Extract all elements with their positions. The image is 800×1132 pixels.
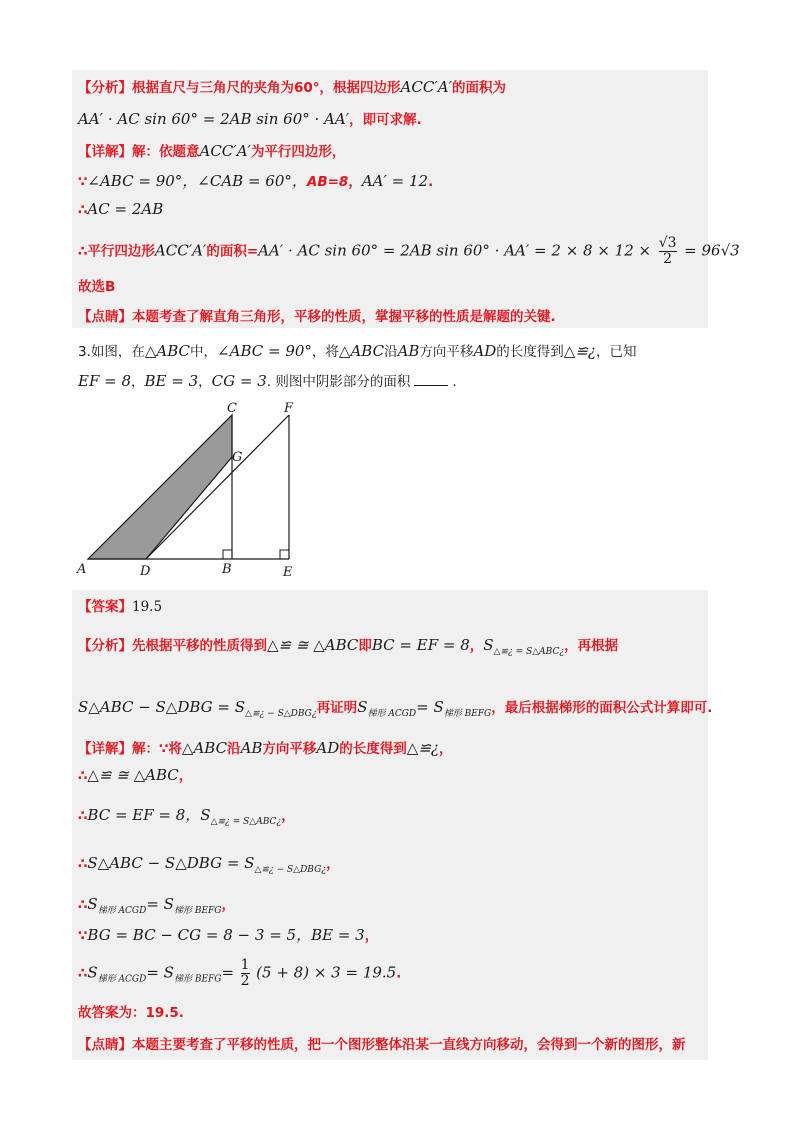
choice-line: 故选B [78,279,116,295]
fraction-one-half: $\frac{1}{2}$ [240,957,250,989]
label-D: D [140,564,151,579]
step-3: ∴S△ABC − S△DBG = $S_{\triangle≌¿ - S\triangle DBG¿}$， [78,854,340,875]
comment-line-1: 【点睛】本题考查了解直角三角形，平移的性质，掌握平移的性质是解题的关键. [78,309,556,325]
label-F: F [284,401,294,416]
geometry-figure [70,398,310,583]
area-line: ∴平行四边形ACC′A′的面积=AA′ · AC sin 60° = 2AB sin 60° · AA′ = 2 × 8 × 12 × $\frac{√3}{2}$ = 96√3 [78,235,740,267]
label-A: A [77,562,87,577]
label-E: E [283,565,293,580]
fraction-sqrt3-over-2: $\frac{√3}{2}$ [658,235,677,267]
given-line: ∵∠ABC = 90°，∠CAB = 60°，AB=8，AA′ = 12. [78,172,434,190]
step-5: ∵BG = BC − CG = 8 − 3 = 5，BE = 3， [78,926,379,944]
label-C: C [227,401,237,416]
detail-line-2: 【详解】解：∵将△ABC沿AB方向平移AD的长度得到△≌¿， [78,739,453,757]
label-B: B [222,562,232,577]
step-4: $\therefore S_{梯形 ACGD}= S_{梯形 BEFG}$， [78,895,235,916]
answer-line: 【答案】19.5 [78,599,163,615]
question-line-1: 3.如图，在△ABC中，∠ABC = 90°，将△ABC沿AB方向平移AD的长度得到△≌¿，已知 [78,342,637,360]
right-angle-E [280,550,289,559]
shaded-region [88,415,232,559]
analysis-line-3: S△ABC − S△DBG = $S_{\triangle≌¿ - S\triangle DBG¿}$再证明$S_{梯形 ACGD}= S_{梯形 BEFG}$，最后根据梯形的面积公式计算即可. [78,698,713,719]
analysis-line: 【分析】根据直尺与三角尺的夹角为60°，根据四边形ACC′A′的面积为 [78,78,506,96]
analysis-line-2: 【分析】先根据平移的性质得到△≌ ≅ △ABC即BC = EF = 8，$S_{\triangle≌¿ = S\triangle ABC¿}$，再根据 [78,636,619,657]
step-1: ∴△≌ ≅ △ABC， [78,766,193,784]
comment-line-2: 【点睛】本题主要考查了平移的性质，把一个图形整体沿某一直线方向移动，会得到一个新的图形，新 [78,1037,686,1053]
formula-line: AA′ · AC sin 60° = 2AB sin 60° · AA′，即可求解. [78,110,422,128]
step-2: ∴BC = EF = 8，$S_{\triangle≌¿ = S\triangle ABC¿}$， [78,806,295,827]
right-angle-B [223,550,232,559]
question-line-2: EF = 8，BE = 3，CG = 3. 则图中阴影部分的面积 . [78,372,457,390]
detail-line: 【详解】解：依题意ACC′A′为平行四边形， [78,142,346,160]
final-answer: 故答案为：19.5. [78,1005,184,1021]
answer-blank[interactable] [414,371,448,386]
label-G: G [232,450,243,465]
therefore-line-1: ∴AC = 2AB [78,200,164,218]
step-6: $\therefore S_{梯形 ACGD}= S_{梯形 BEFG}=$ $\frac{1}{2}$ (5 + 8) × 3 = 19.5. [78,957,402,989]
